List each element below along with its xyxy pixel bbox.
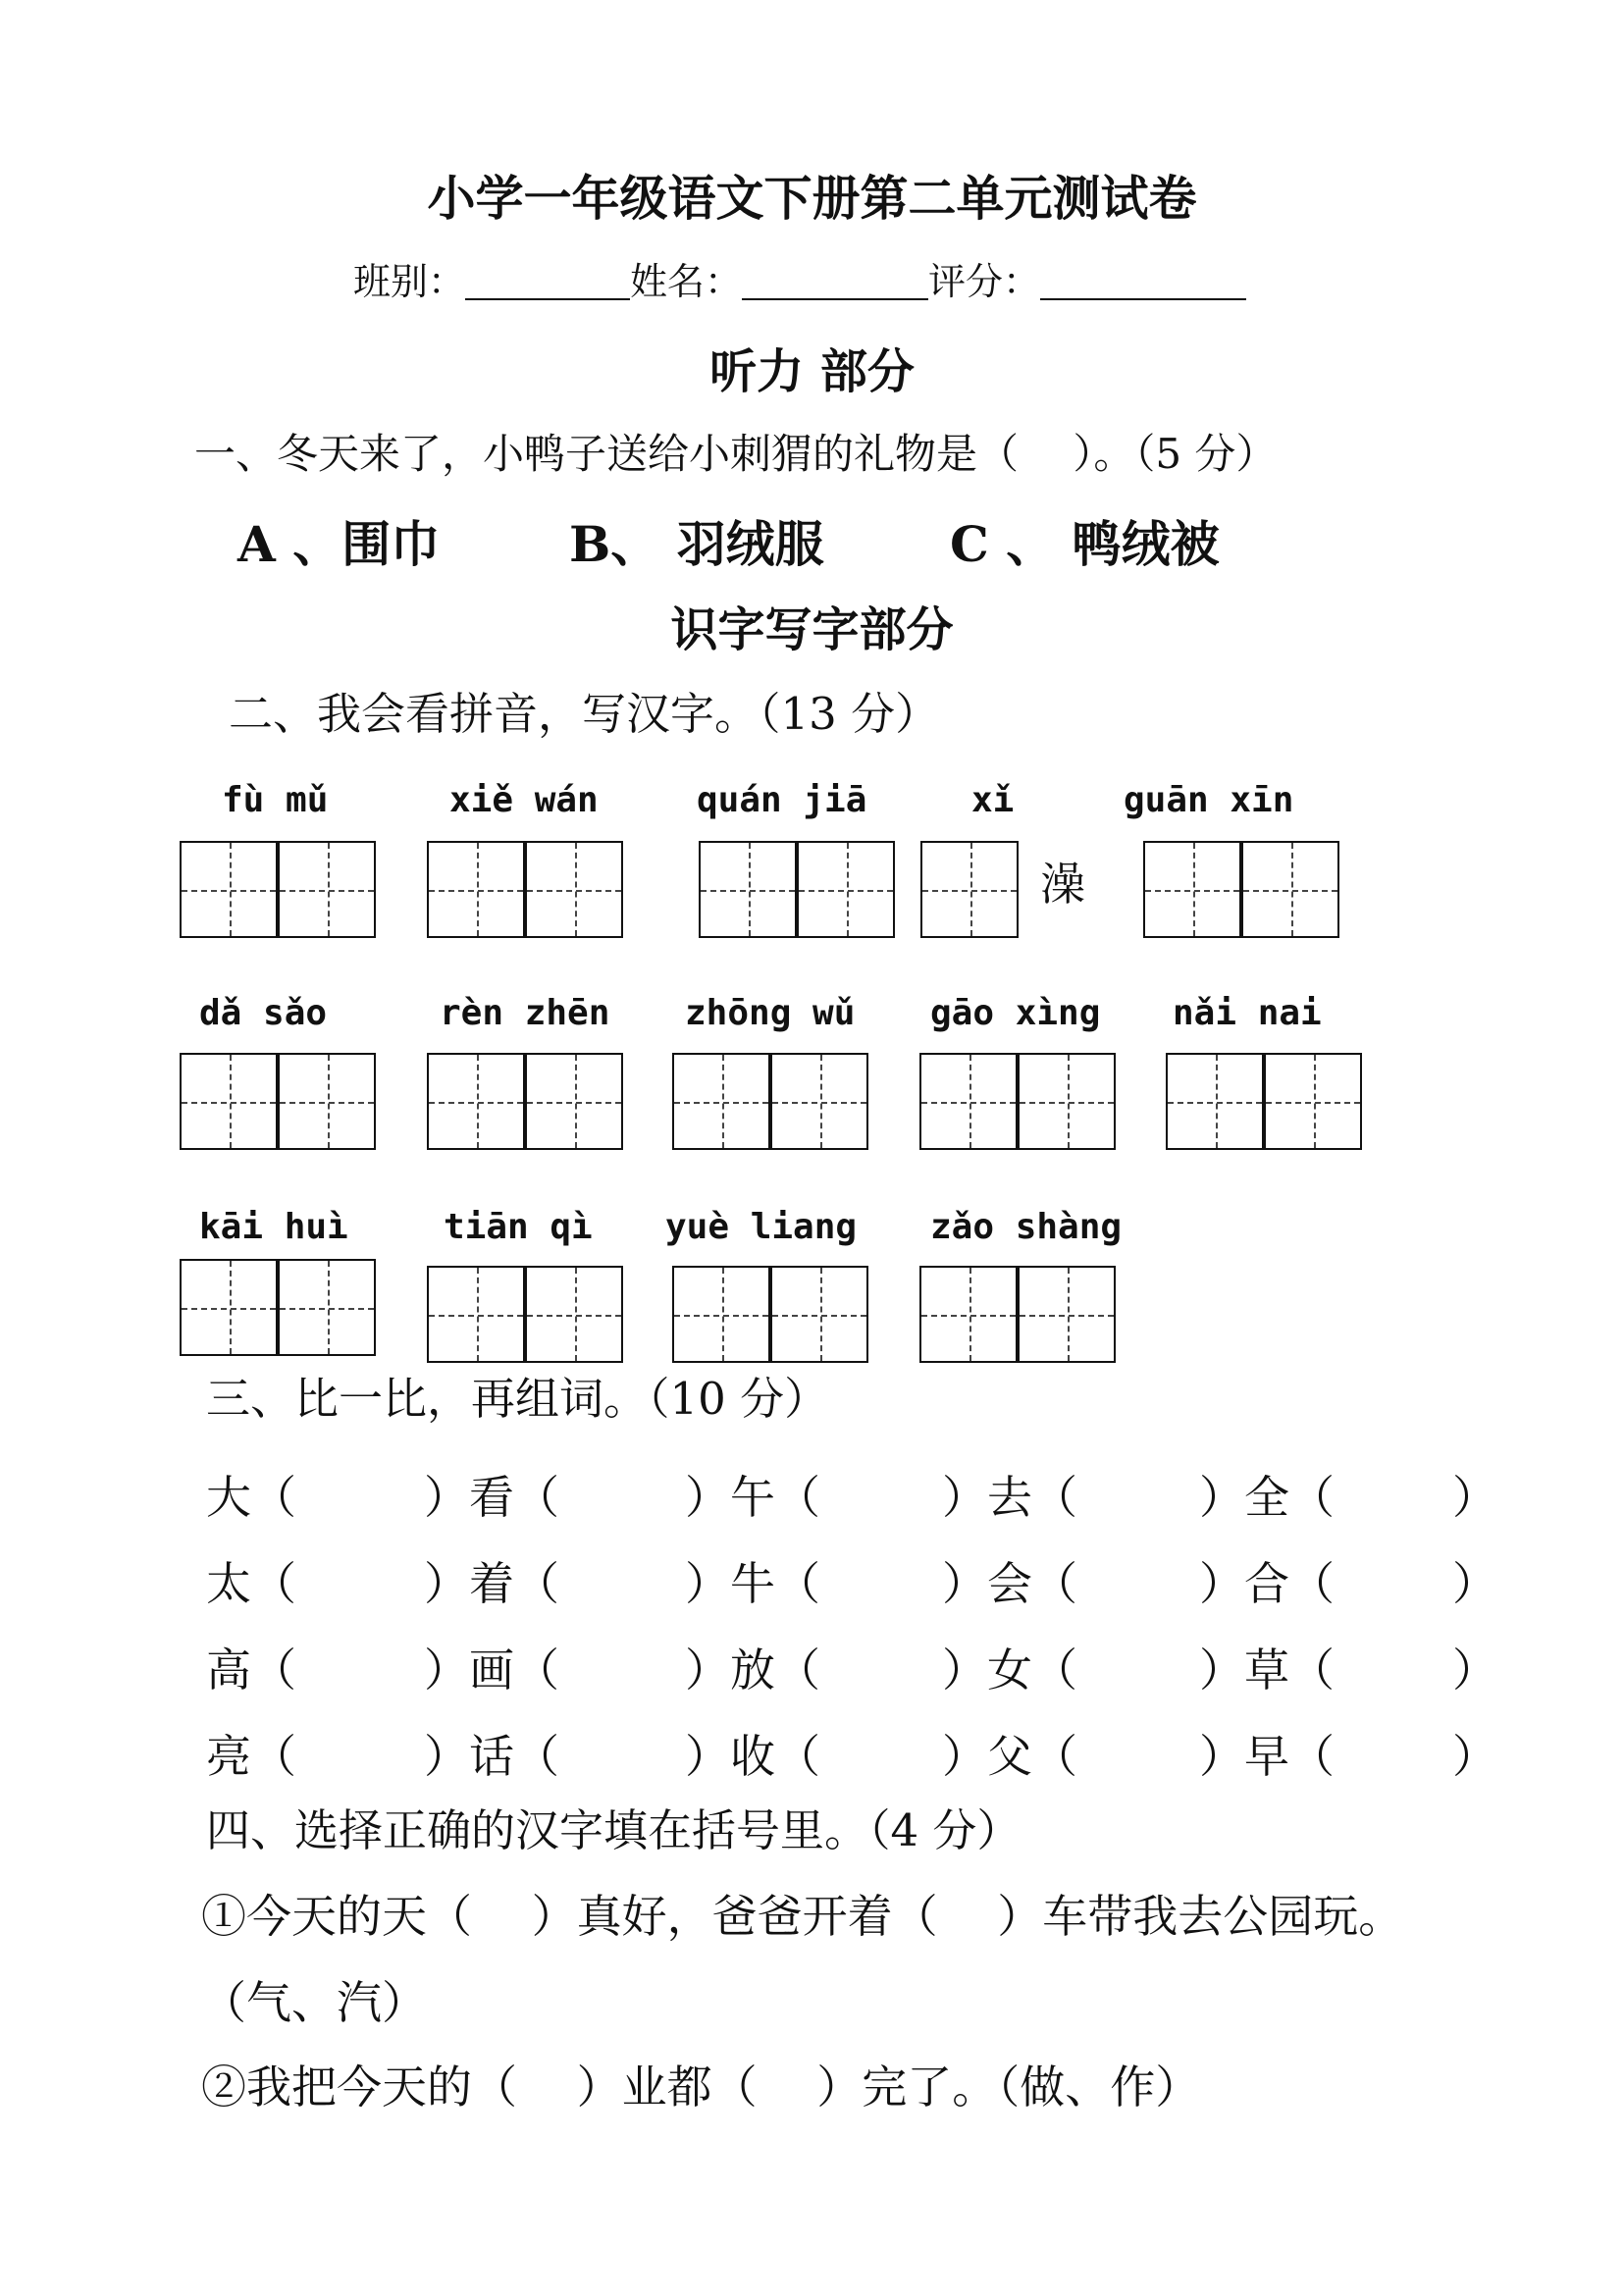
question-4-item-2: ②我把今天的（ ）业都（ ）完了。（做、作） [201, 2061, 1201, 2113]
pinyin-label: zǎo shàng [930, 1207, 1123, 1247]
writing-box[interactable] [180, 1053, 278, 1150]
writing-box[interactable] [919, 1266, 1018, 1363]
class-label: 班别： [353, 260, 466, 303]
compare-char: 会 [987, 1557, 1032, 1610]
writing-box[interactable] [427, 841, 525, 938]
compare-char: 去 [987, 1471, 1032, 1524]
writing-box[interactable] [920, 841, 1019, 938]
pinyin-label: rèn zhēn [440, 993, 610, 1033]
writing-box[interactable] [1241, 841, 1339, 938]
writing-box[interactable] [278, 841, 376, 938]
compare-char: 太 [206, 1557, 251, 1610]
score-blank[interactable] [1040, 265, 1246, 300]
score-label: 评分： [928, 260, 1041, 303]
option-a[interactable]: A 、围巾 [237, 515, 441, 573]
writing-box[interactable] [180, 1259, 278, 1356]
writing-box[interactable] [1143, 841, 1241, 938]
writing-box[interactable] [797, 841, 895, 938]
writing-box[interactable] [180, 841, 278, 938]
option-c[interactable]: C 、 鸭绒被 [950, 515, 1220, 573]
pinyin-label: dǎ sǎo [199, 993, 328, 1033]
writing-box[interactable] [919, 1053, 1018, 1150]
student-info-line [353, 260, 1246, 303]
writing-box[interactable] [1018, 1266, 1116, 1363]
writing-box[interactable] [672, 1266, 770, 1363]
pinyin-label: zhōng wǔ [685, 993, 856, 1033]
question-1: 一、冬天来了，小鸭子送给小刺猬的礼物是（ ）。（5 分） [194, 430, 1278, 478]
compare-char: 着 [469, 1557, 514, 1610]
writing-box[interactable] [1264, 1053, 1362, 1150]
name-label: 姓名： [630, 260, 743, 303]
compare-char: 话 [469, 1730, 514, 1783]
compare-char: 画 [469, 1644, 514, 1696]
option-b[interactable]: B、 羽绒服 [569, 515, 824, 573]
compare-char: 大 [206, 1471, 251, 1524]
writing-box[interactable] [278, 1053, 376, 1150]
writing-box[interactable] [1018, 1053, 1116, 1150]
pinyin-label: yuè liang [665, 1207, 858, 1247]
given-character: 澡 [1040, 858, 1085, 911]
compare-char: 父 [987, 1730, 1032, 1783]
compare-char: 午 [730, 1471, 775, 1524]
writing-box[interactable] [278, 1259, 376, 1356]
pinyin-label: gāo xìng [930, 993, 1101, 1033]
writing-box[interactable] [525, 1053, 623, 1150]
question-2: 二、我会看拼音，写汉字。（13 分） [229, 688, 940, 740]
pinyin-label: quán jiā [697, 780, 867, 820]
compare-char: 看 [469, 1471, 514, 1524]
class-blank[interactable] [465, 265, 630, 300]
compare-char: 早 [1244, 1730, 1289, 1783]
writing-box[interactable] [525, 1266, 623, 1363]
writing-box[interactable] [427, 1053, 525, 1150]
question-4: 四、选择正确的汉字填在括号里。（4 分） [206, 1804, 1022, 1856]
listening-heading: 听力 部分 [709, 344, 915, 399]
pinyin-label: guān xīn [1124, 780, 1294, 820]
writing-box[interactable] [427, 1266, 525, 1363]
compare-char: 牛 [730, 1557, 775, 1610]
pinyin-label: tiān qì [444, 1207, 593, 1247]
writing-box[interactable] [770, 1266, 868, 1363]
writing-box[interactable] [1166, 1053, 1264, 1150]
writing-box[interactable] [699, 841, 797, 938]
compare-char: 全 [1244, 1471, 1289, 1524]
compare-char: 收 [730, 1730, 775, 1783]
compare-char: 高 [206, 1644, 251, 1696]
page-title: 小学一年级语文下册第二单元测试卷 [427, 170, 1197, 227]
pinyin-label: nǎi nai [1173, 993, 1322, 1033]
question-3: 三、比一比，再组词。（10 分） [206, 1373, 829, 1425]
compare-char: 合 [1244, 1557, 1289, 1610]
compare-char: 亮 [206, 1730, 251, 1783]
writing-box[interactable] [770, 1053, 868, 1150]
literacy-heading: 识字写字部分 [670, 602, 954, 657]
compare-char: 草 [1244, 1644, 1289, 1696]
pinyin-label: xiě wán [449, 780, 599, 820]
writing-box[interactable] [525, 841, 623, 938]
writing-box[interactable] [672, 1053, 770, 1150]
question-4-item-1: ①今天的天（ ）真好，爸爸开着（ ）车带我去公园玩。 [201, 1890, 1404, 1943]
pinyin-label: xǐ [971, 780, 1015, 820]
pinyin-label: fù mǔ [222, 780, 329, 820]
name-blank[interactable] [742, 265, 928, 300]
question-4-item-1-choices: （气、汽） [201, 1976, 427, 2029]
pinyin-label: kāi huì [199, 1207, 348, 1247]
compare-char: 放 [730, 1644, 775, 1696]
compare-char: 女 [987, 1644, 1032, 1696]
